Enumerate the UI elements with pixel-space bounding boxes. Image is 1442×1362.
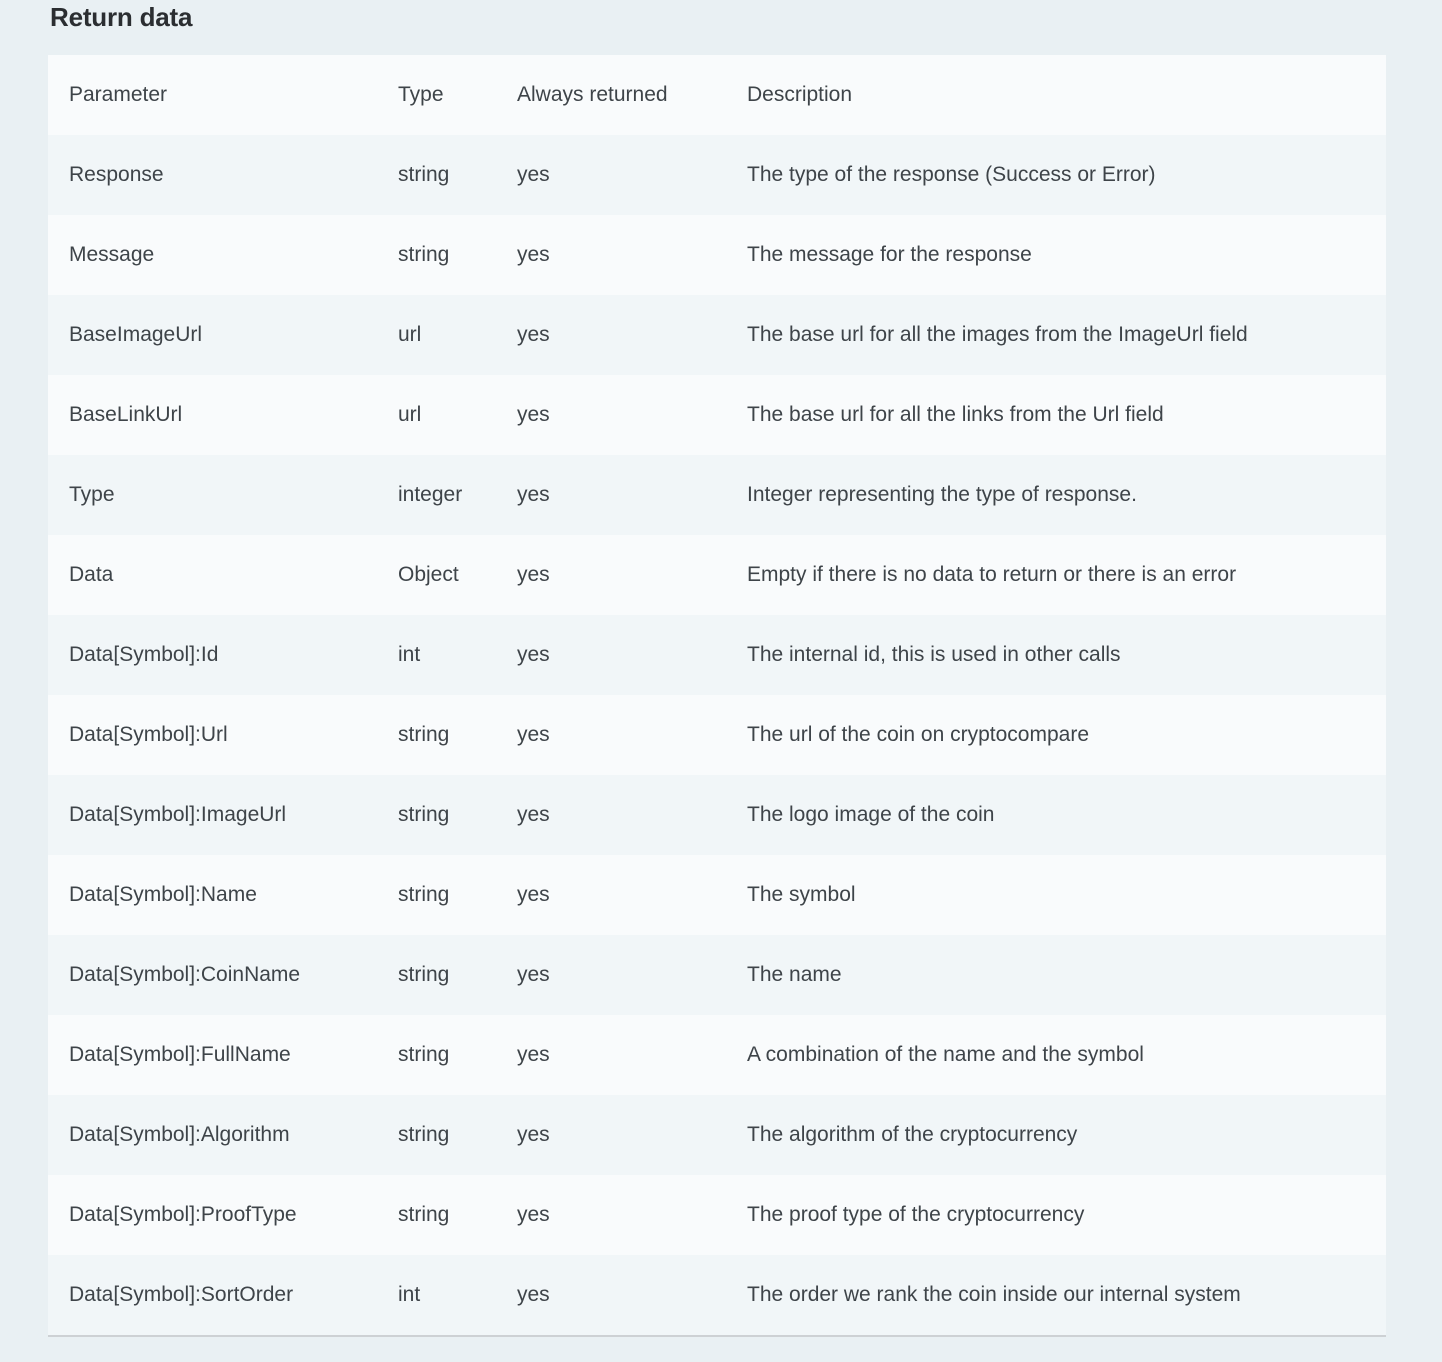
table-row	[48, 615, 1386, 695]
cell-always-returned: yes	[517, 963, 550, 986]
cell-always-returned: yes	[517, 643, 550, 666]
cell-parameter: BaseImageUrl	[69, 323, 203, 346]
cell-type: string	[398, 163, 450, 186]
cell-always-returned: yes	[517, 803, 550, 826]
cell-description: The algorithm of the cryptocurrency	[747, 1123, 1078, 1146]
table-row	[48, 695, 1386, 775]
cell-always-returned: yes	[517, 483, 550, 506]
table-row	[48, 375, 1386, 455]
cell-always-returned: yes	[517, 163, 550, 186]
cell-parameter: Data[Symbol]:FullName	[69, 1043, 291, 1066]
cell-parameter: Data[Symbol]:Url	[69, 723, 228, 746]
cell-parameter: Message	[69, 243, 155, 266]
table-header	[48, 55, 1386, 135]
table-row	[48, 455, 1386, 535]
table-row	[48, 855, 1386, 935]
table-row	[48, 135, 1386, 215]
cell-parameter: Data[Symbol]:CoinName	[69, 963, 301, 986]
table-row	[48, 295, 1386, 375]
cell-parameter: Data[Symbol]:ProofType	[69, 1203, 297, 1226]
cell-parameter: Type	[69, 483, 115, 506]
table-row	[48, 1255, 1386, 1335]
cell-parameter: Response	[69, 163, 164, 186]
cell-always-returned: yes	[517, 1203, 550, 1226]
cell-parameter: Data[Symbol]:Id	[69, 643, 219, 666]
cell-always-returned: yes	[517, 1043, 550, 1066]
cell-description: The proof type of the cryptocurrency	[747, 1203, 1085, 1226]
cell-description: The base url for all the links from the Url field	[747, 403, 1164, 426]
header-always-returned: Always returned	[517, 83, 668, 106]
return-table-body	[48, 135, 1386, 1335]
return-data-table	[48, 55, 1386, 1335]
header-row	[48, 55, 1386, 135]
cell-type: string	[398, 723, 450, 746]
cell-parameter: Data	[69, 563, 114, 586]
page-title: Return data	[50, 2, 193, 32]
cell-description: Empty if there is no data to return or there is an error	[747, 563, 1237, 586]
table-row	[48, 1015, 1386, 1095]
cell-type: string	[398, 1043, 450, 1066]
table-row	[48, 535, 1386, 615]
cell-always-returned: yes	[517, 1123, 550, 1146]
header-description: Description	[747, 83, 853, 106]
table-row	[48, 215, 1386, 295]
cell-type: string	[398, 803, 450, 826]
cell-type: string	[398, 1203, 450, 1226]
cell-parameter: Data[Symbol]:SortOrder	[69, 1283, 294, 1306]
cell-always-returned: yes	[517, 563, 550, 586]
header-parameter: Parameter	[69, 83, 168, 106]
cell-type: int	[398, 1283, 421, 1306]
cell-parameter: Data[Symbol]:ImageUrl	[69, 803, 287, 826]
cell-always-returned: yes	[517, 243, 550, 266]
table-row	[48, 1175, 1386, 1255]
cell-description: The url of the coin on cryptocompare	[747, 723, 1090, 746]
cell-description: A combination of the name and the symbol	[747, 1043, 1144, 1066]
cell-description: The name	[747, 963, 842, 986]
cell-description: Integer representing the type of response.	[747, 483, 1137, 506]
cell-type: Object	[398, 563, 459, 586]
table-row	[48, 775, 1386, 855]
cell-description: The internal id, this is used in other calls	[747, 643, 1121, 666]
cell-always-returned: yes	[517, 883, 550, 906]
cell-type: url	[398, 323, 422, 346]
cell-type: string	[398, 963, 450, 986]
cell-parameter: BaseLinkUrl	[69, 403, 183, 426]
cell-description: The type of the response (Success or Error)	[747, 163, 1156, 186]
cell-description: The base url for all the images from the ImageUrl field	[747, 323, 1248, 346]
bottom-divider	[48, 1335, 1386, 1337]
cell-description: The symbol	[747, 883, 856, 906]
cell-type: string	[398, 1123, 450, 1146]
cell-parameter: Data[Symbol]:Name	[69, 883, 257, 906]
cell-description: The logo image of the coin	[747, 803, 995, 826]
cell-type: integer	[398, 483, 463, 506]
cell-type: string	[398, 243, 450, 266]
cell-always-returned: yes	[517, 323, 550, 346]
header-type: Type	[398, 83, 444, 106]
cell-always-returned: yes	[517, 403, 550, 426]
cell-description: The message for the response	[747, 243, 1032, 266]
cell-always-returned: yes	[517, 723, 550, 746]
cell-description: The order we rank the coin inside our internal system	[747, 1283, 1241, 1306]
table-row	[48, 1095, 1386, 1175]
cell-type: url	[398, 403, 422, 426]
cell-parameter: Data[Symbol]:Algorithm	[69, 1123, 290, 1146]
cell-always-returned: yes	[517, 1283, 550, 1306]
cell-type: string	[398, 883, 450, 906]
cell-type: int	[398, 643, 421, 666]
table-row	[48, 935, 1386, 1015]
